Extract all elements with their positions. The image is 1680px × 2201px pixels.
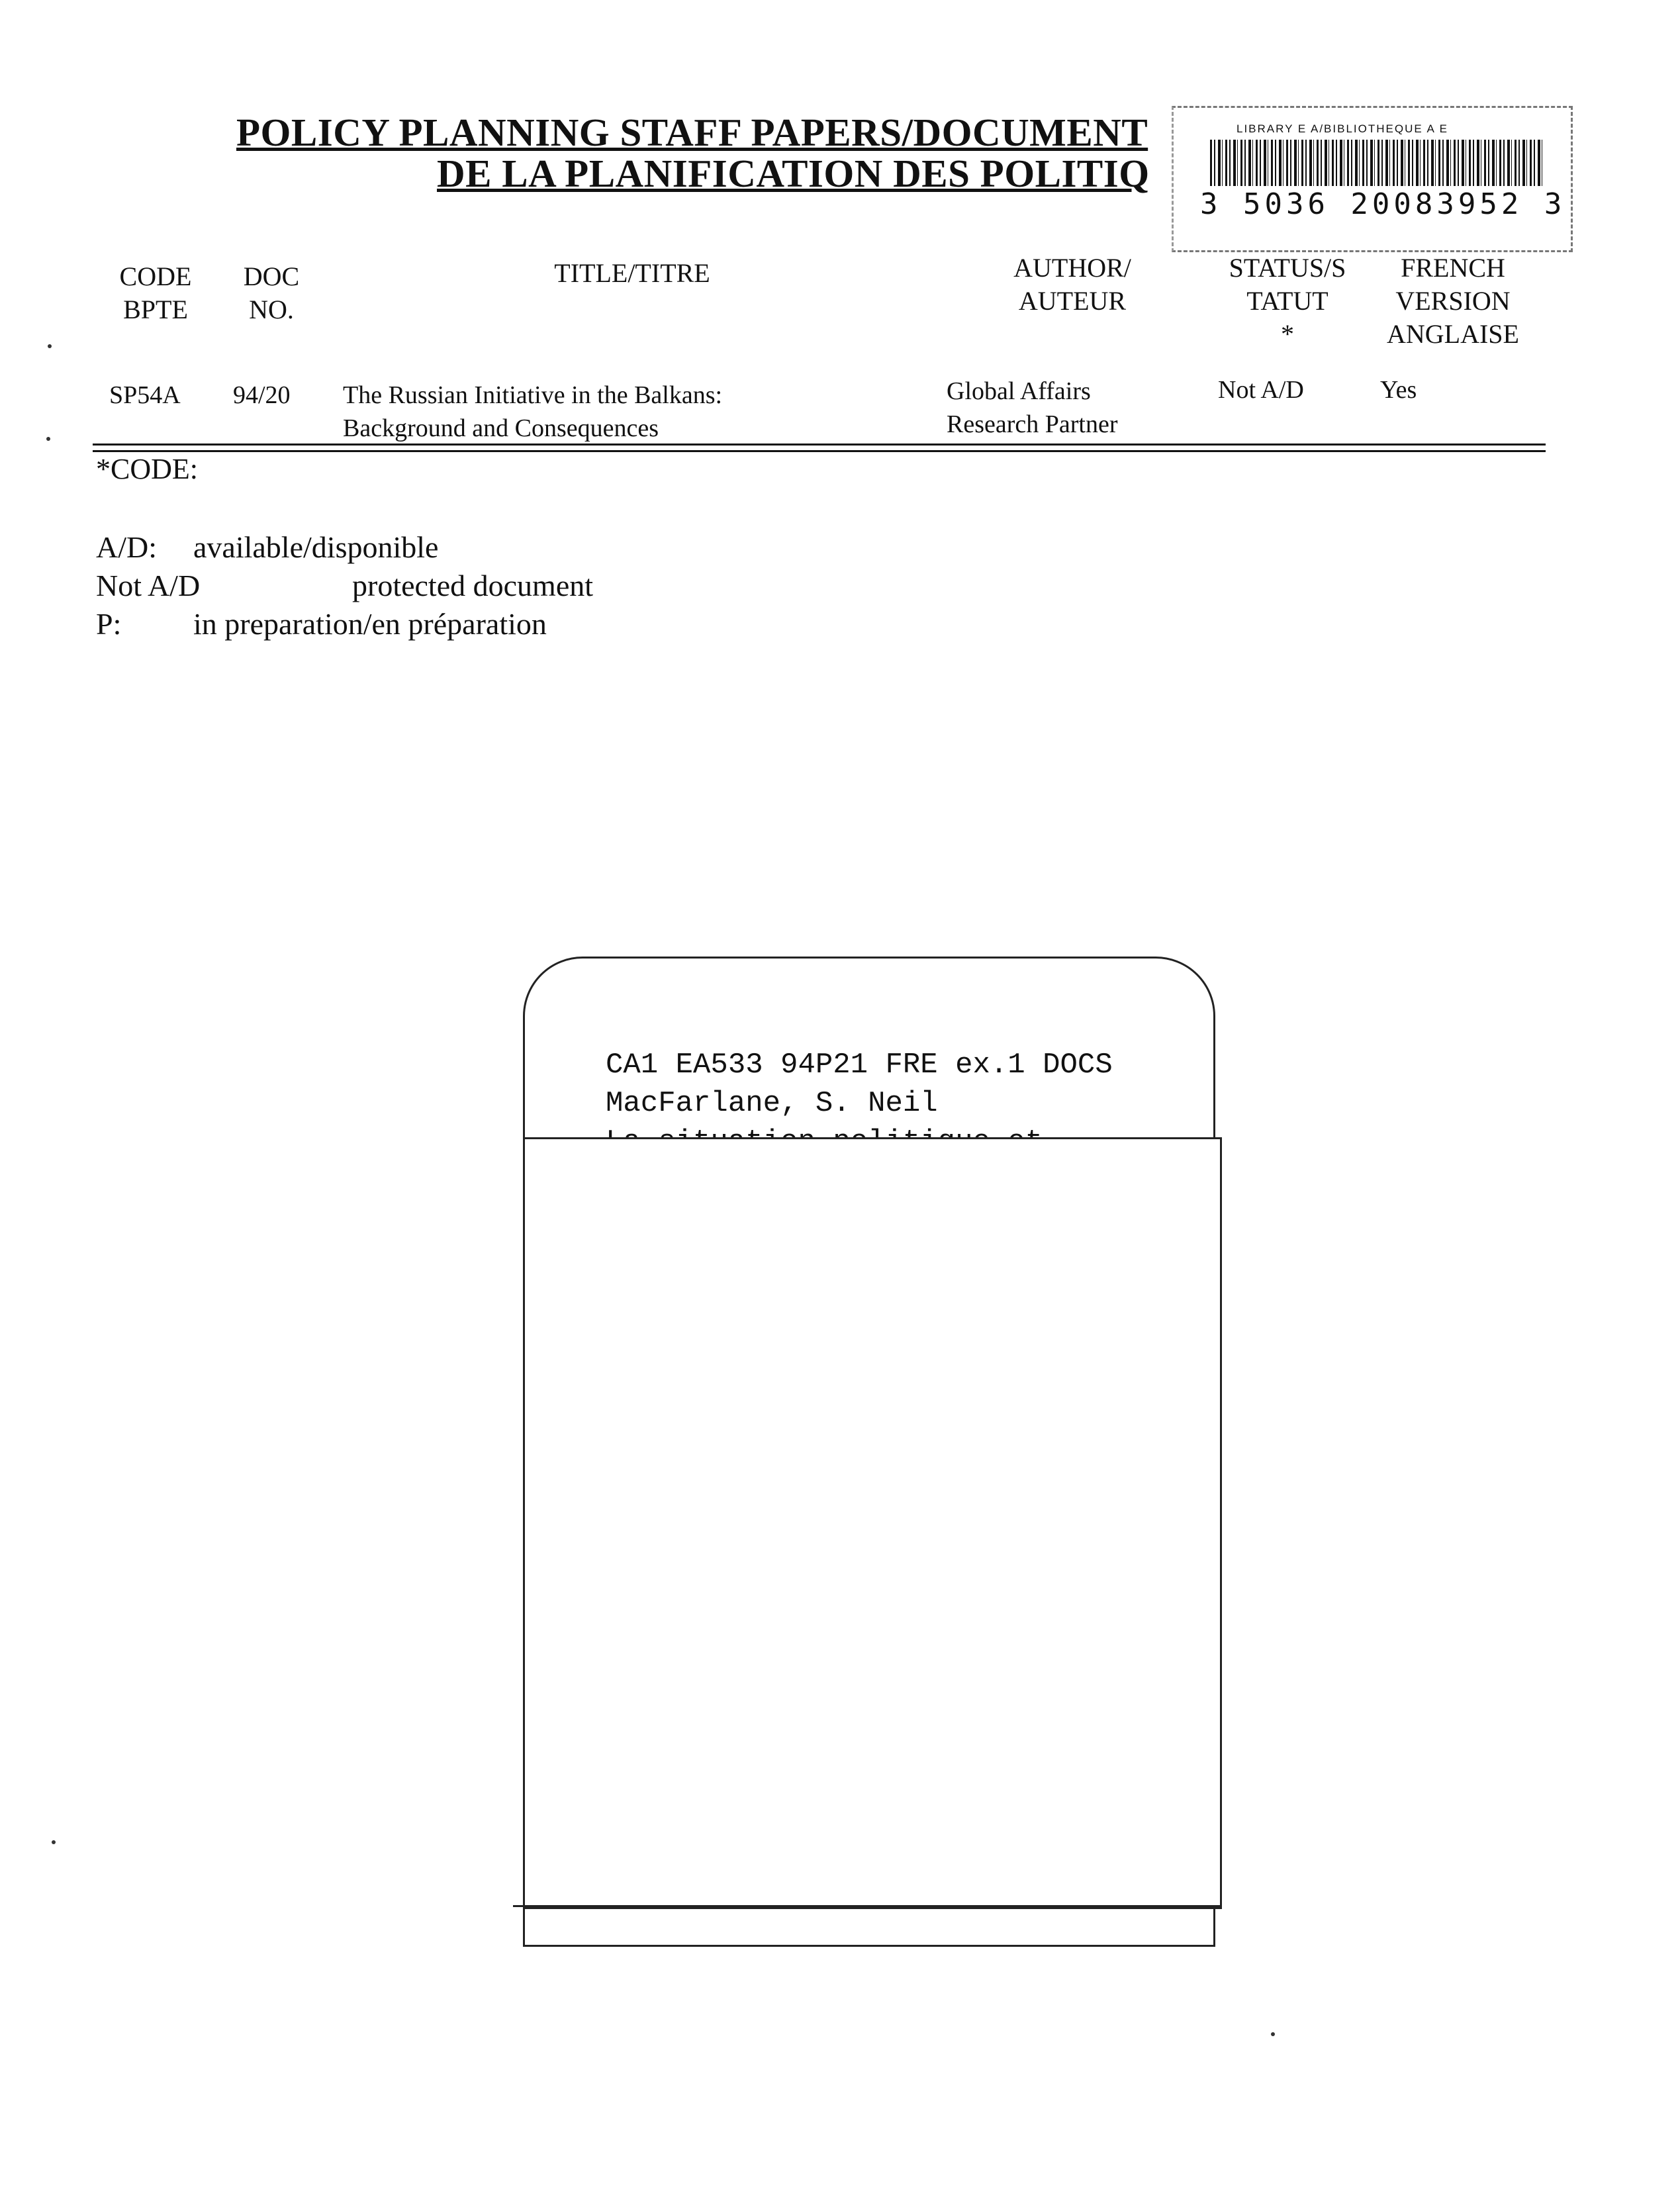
scan-speck	[1271, 2032, 1275, 2036]
legend-key-p: P:	[96, 607, 122, 641]
library-barcode-label	[1172, 106, 1573, 252]
card-author: MacFarlane, S. Neil	[606, 1087, 938, 1120]
header-french-version: FRENCH VERSION ANGLAISE	[1387, 253, 1519, 349]
title-line-1: POLICY PLANNING STAFF PAPERS/DOCUMENT	[236, 111, 1148, 154]
row-author: Global Affairs Research Partner	[947, 377, 1118, 438]
legend-value-p: in preparation/en préparation	[193, 607, 547, 641]
table-rule-top	[93, 444, 1546, 445]
table-rule-bottom	[93, 450, 1546, 452]
code-legend-heading: *CODE:	[96, 453, 198, 485]
title-line-2: DE LA PLANIFICATION DES POLITIQ	[437, 152, 1150, 195]
legend-value-not-ad: protected document	[352, 569, 594, 602]
scan-speck	[46, 437, 50, 441]
row-status: Not A/D	[1218, 376, 1304, 404]
card-title-partial	[606, 1123, 1043, 1137]
row-code: SP54A	[109, 381, 181, 409]
legend-key-not-ad: Not A/D	[96, 569, 201, 602]
legend-value-ad: available/disponible	[193, 530, 439, 564]
card-pocket	[523, 1137, 1222, 1909]
header-author: AUTHOR/ AUTEUR	[1013, 253, 1131, 316]
scan-speck	[48, 344, 52, 348]
row-doc-no: 94/20	[233, 381, 291, 409]
header-status: STATUS/S TATUT *	[1229, 253, 1346, 349]
barcode-number: 3 5036 20083952 3	[1200, 187, 1566, 221]
header-code: CODE BPTE	[119, 261, 192, 324]
header-title: TITLE/TITRE	[554, 258, 710, 288]
library-caption: LIBRARY E A/BIBLIOTHEQUE A E	[1237, 122, 1448, 135]
legend-key-ad: A/D:	[96, 530, 157, 564]
row-french-version: Yes	[1380, 376, 1417, 404]
barcode-icon	[1210, 140, 1544, 186]
card-call-number: CA1 EA533 94P21 FRE ex.1 DOCS	[606, 1049, 1113, 1082]
scan-speck	[52, 1840, 56, 1844]
header-doc-no: DOC NO.	[243, 261, 300, 324]
row-title: The Russian Initiative in the Balkans: Background and Consequences	[343, 381, 723, 442]
pocket-bottom-edge	[513, 1905, 1221, 1907]
